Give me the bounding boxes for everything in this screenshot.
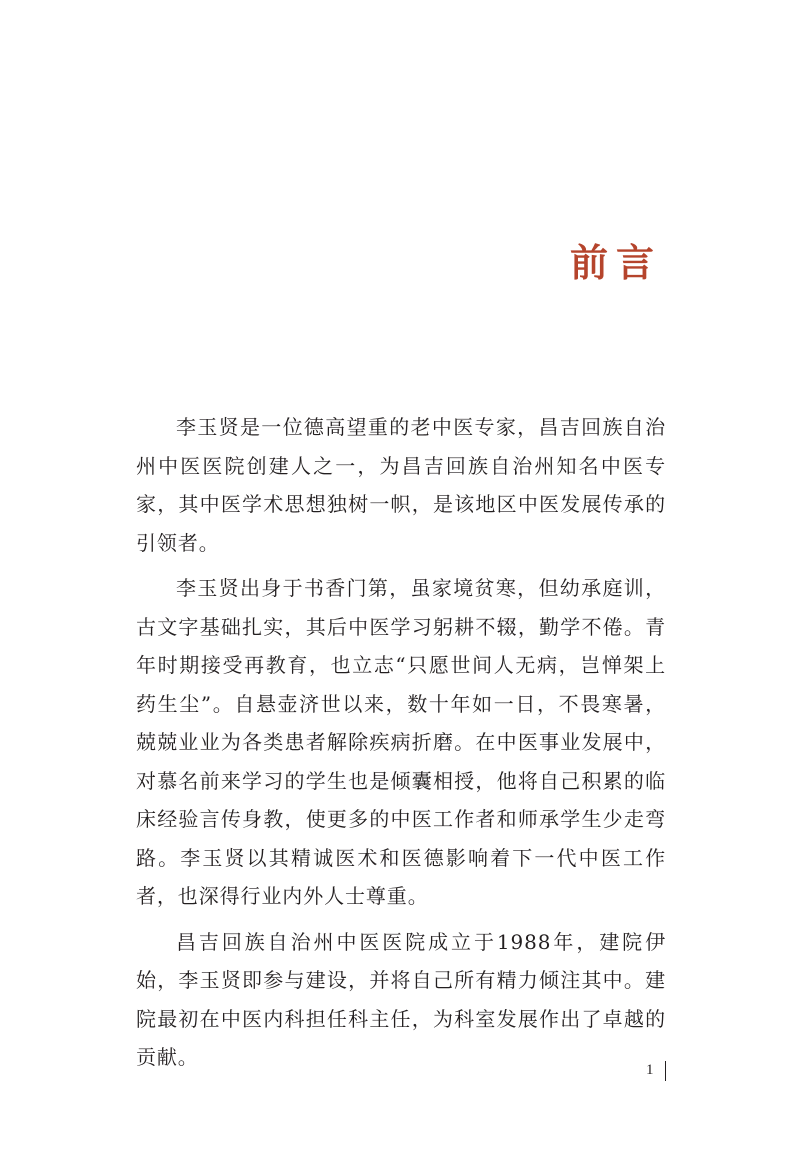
- paragraph-2: 李玉贤出身于书香门第，虽家境贫寒，但幼承庭训，古文字基础扎实，其后中医学习躬耕不辍，勤学不倦。青年时期接受再教育，也立志“只愿世间人无病，岂惮架上药生尘”。自悬壶济世以来，数十年如一日，不畏寒暑，兢兢业业为各类患者解除疾病折磨。在中医事业发展中，对慕名前来学习的学生也是倾囊相授，他将自己积累的临床经验言传身教，使更多的中医工作者和师承学生少走弯路。李玉贤以其精诚医术和医德影响着下一代中医工作者，也深得行业内外人士尊重。: [136, 576, 666, 908]
- paragraph-1: 李玉贤是一位德高望重的老中医专家，昌吉回族自治州中医医院创建人之一，为昌吉回族自治州知名中医专家，其中医学术思想独树一帜，是该地区中医发展传承的引领者。: [136, 415, 666, 555]
- paragraph-3: 昌吉回族自治州中医医院成立于1988年，建院伊始，李玉贤即参与建设，并将自己所有精力倾注其中。建院最初在中医内科担任科主任，为科室发展作出了卓越的贡献。: [136, 929, 666, 1069]
- body-text: [136, 408, 666, 1084]
- page-title: 前言: [569, 240, 662, 286]
- page-number: 1: [646, 1062, 654, 1078]
- page-number-rule: [665, 1061, 666, 1081]
